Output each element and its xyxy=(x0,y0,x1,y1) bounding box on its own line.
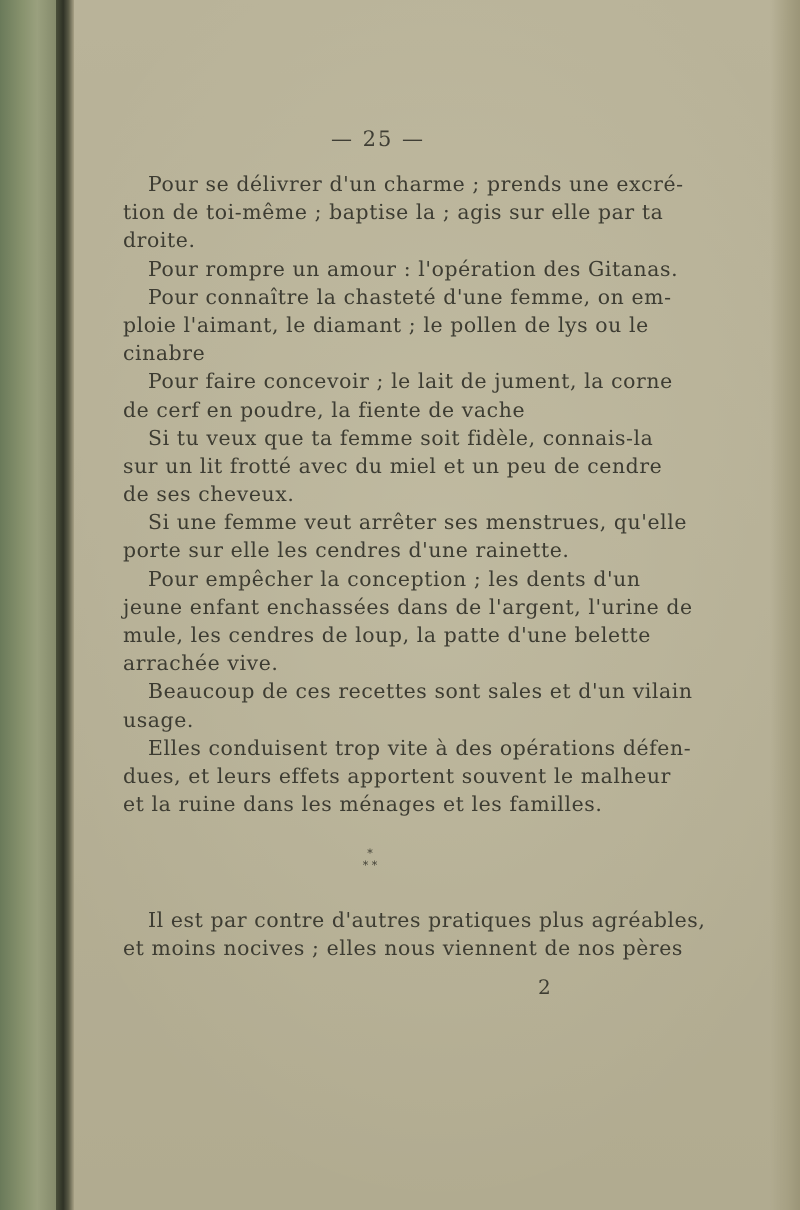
page-edge xyxy=(770,0,800,1210)
text-line: Pour rompre un amour : l'opération des Gitanas. xyxy=(148,256,679,281)
text-line: Pour connaître la chasteté d'une femme, on em- xyxy=(148,284,672,309)
text-line: Beaucoup de ces recettes sont sales et d'un vilain xyxy=(148,679,693,704)
ornament-stars: * * xyxy=(362,859,378,872)
signature-mark: 2 xyxy=(538,975,551,999)
binding-shadow xyxy=(56,0,74,1210)
text-line: Il est par contre d'autres pratiques plus agréables, xyxy=(148,908,706,932)
text-line: Pour faire concevoir ; le lait de jument, la corne xyxy=(148,369,673,394)
book-binding xyxy=(0,0,62,1210)
text-line: cinabre xyxy=(123,341,206,366)
text-line: mule, les cendres de loup, la patte d'une belette xyxy=(123,623,651,647)
text-line: tion de toi-même ; baptise la ; agis sur elle par ta xyxy=(123,200,664,225)
text-line: jeune enfant enchassées dans de l'argent, l'urine de xyxy=(123,594,693,619)
text-line: Elles conduisent trop vite à des opérations défen- xyxy=(148,735,692,760)
text-line: usage. xyxy=(123,707,194,732)
text-line: arrachée vive. xyxy=(123,651,279,676)
text-line: Si une femme veut arrêter ses menstrues, qu'elle xyxy=(148,510,688,535)
text-line: dues, et leurs effets apportent souvent le malheur xyxy=(123,763,671,788)
body-text-continued xyxy=(123,906,706,962)
page-number-header: — 25 — xyxy=(330,127,426,151)
section-ornament xyxy=(340,848,400,872)
text-line: de cerf en poudre, la fiente de vache xyxy=(123,397,526,422)
text-line: Si tu veux que ta femme soit fidèle, connais-la xyxy=(148,425,654,450)
body-text xyxy=(123,170,693,818)
text-line: Pour empêcher la conception ; les dents d'un xyxy=(148,566,641,591)
text-line: Pour se délivrer d'un charme ; prends une excré- xyxy=(148,172,684,196)
text-line: ploie l'aimant, le diamant ; le pollen de lys ou le xyxy=(123,312,649,337)
text-line: et moins nocives ; elles nous viennent de nos pères xyxy=(123,936,683,961)
text-line: de ses cheveux. xyxy=(123,482,295,507)
ornament-star: * xyxy=(367,847,373,860)
text-line: porte sur elle les cendres d'une rainette. xyxy=(123,538,570,563)
text-line: droite. xyxy=(123,228,196,253)
text-line: et la ruine dans les ménages et les familles. xyxy=(123,792,603,817)
text-line: sur un lit frotté avec du miel et un peu de cendre xyxy=(123,453,663,478)
